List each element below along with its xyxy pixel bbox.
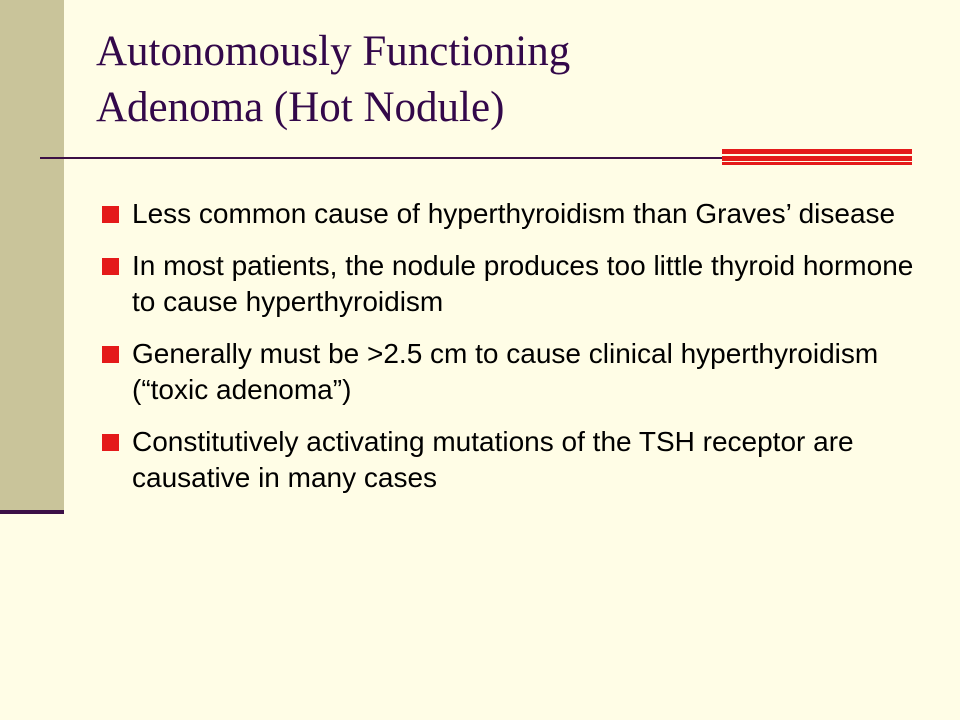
slide-title — [96, 24, 916, 136]
side-divider-line — [0, 510, 64, 514]
square-bullet-icon — [102, 434, 119, 451]
square-bullet-icon — [102, 258, 119, 275]
slide-title-line-2: Adenoma (Hot Nodule) — [96, 84, 505, 131]
bullet-text: In most patients, the nodule produces too little thyroid hormone to cause hyperthyroidism — [132, 250, 914, 317]
bullet-item — [102, 196, 922, 232]
side-decoration-bar — [0, 0, 64, 510]
square-bullet-icon — [102, 346, 119, 363]
bullet-text: Constitutively activating mutations of the TSH receptor are causative in many cases — [132, 426, 854, 493]
square-bullet-icon — [102, 206, 119, 223]
bullet-text: Generally must be >2.5 cm to cause clinical hyperthyroidism (“toxic adenoma”) — [132, 338, 879, 405]
bullet-item — [102, 248, 922, 320]
bullet-text: Less common cause of hyperthyroidism than Graves’ disease — [132, 198, 896, 229]
title-underline — [40, 157, 722, 159]
bullet-item — [102, 424, 922, 496]
bullet-item — [102, 336, 922, 408]
slide-title-line-1: Autonomously Functioning — [96, 28, 571, 75]
bullet-list — [102, 196, 922, 512]
red-accent-bar — [722, 149, 912, 165]
